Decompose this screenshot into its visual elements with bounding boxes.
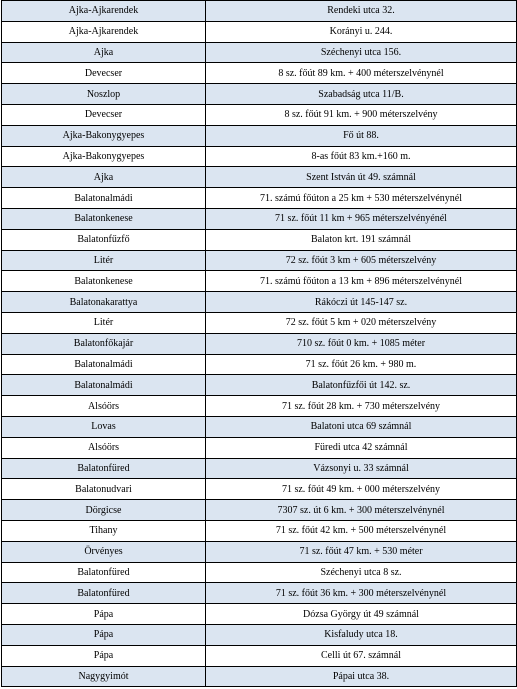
town-cell: Ajka-Ajkarendek bbox=[2, 1, 206, 22]
table-row bbox=[2, 375, 517, 396]
table-row bbox=[2, 333, 517, 354]
table-row bbox=[2, 146, 517, 167]
address-cell: Fő út 88. bbox=[206, 125, 517, 146]
town-cell: Balatonfüred bbox=[2, 583, 206, 604]
table-row bbox=[2, 271, 517, 292]
town-cell: Balatonakarattya bbox=[2, 292, 206, 313]
town-cell: Ajka-Bakonygyepes bbox=[2, 146, 206, 167]
address-cell: 72 sz. főút 3 km + 605 méterszelvény bbox=[206, 250, 517, 271]
address-cell: 71 sz. főút 26 km. + 980 m. bbox=[206, 354, 517, 375]
town-cell: Balatonalmádi bbox=[2, 375, 206, 396]
town-cell: Dörgicse bbox=[2, 500, 206, 521]
table-row bbox=[2, 416, 517, 437]
location-table bbox=[1, 0, 517, 687]
table-row bbox=[2, 396, 517, 417]
town-cell: Noszlop bbox=[2, 84, 206, 105]
town-cell: Alsóörs bbox=[2, 437, 206, 458]
table-row bbox=[2, 500, 517, 521]
table-row bbox=[2, 312, 517, 333]
table-row bbox=[2, 562, 517, 583]
address-cell: Rákóczi út 145-147 sz. bbox=[206, 292, 517, 313]
table-row bbox=[2, 666, 517, 687]
address-cell: 710 sz. főút 0 km. + 1085 méter bbox=[206, 333, 517, 354]
town-cell: Örvényes bbox=[2, 541, 206, 562]
town-cell: Balatonalmádi bbox=[2, 188, 206, 209]
table-row bbox=[2, 645, 517, 666]
address-cell: Széchenyi utca 8 sz. bbox=[206, 562, 517, 583]
address-cell: 71 sz. főút 49 km. + 000 méterszelvény bbox=[206, 479, 517, 500]
address-cell: Balatonfűzfői út 142. sz. bbox=[206, 375, 517, 396]
town-cell: Litér bbox=[2, 250, 206, 271]
address-cell: Dózsa György út 49 számnál bbox=[206, 604, 517, 625]
table-row bbox=[2, 479, 517, 500]
address-cell: Pápai utca 38. bbox=[206, 666, 517, 687]
town-cell: Nagygyimót bbox=[2, 666, 206, 687]
town-cell: Alsóörs bbox=[2, 396, 206, 417]
town-cell: Balatonfőkajár bbox=[2, 333, 206, 354]
address-cell: 71 sz. főút 11 km + 965 méterszelvényénél bbox=[206, 208, 517, 229]
address-cell: 71 sz. főút 42 km. + 500 méterszelvénynél bbox=[206, 520, 517, 541]
address-cell: 72 sz. főút 5 km + 020 méterszelvény bbox=[206, 312, 517, 333]
town-cell: Ajka-Ajkarendek bbox=[2, 21, 206, 42]
table-row bbox=[2, 42, 517, 63]
town-cell: Pápa bbox=[2, 604, 206, 625]
address-cell: Füredi utca 42 számnál bbox=[206, 437, 517, 458]
town-cell: Balatonkenese bbox=[2, 208, 206, 229]
table-row bbox=[2, 458, 517, 479]
address-cell: Kisfaludy utca 18. bbox=[206, 624, 517, 645]
address-cell: Szabadság utca 11/B. bbox=[206, 84, 517, 105]
address-cell: 71 sz. főút 28 km. + 730 méterszelvény bbox=[206, 396, 517, 417]
table-row bbox=[2, 250, 517, 271]
table-row bbox=[2, 208, 517, 229]
town-cell: Ajka bbox=[2, 42, 206, 63]
town-cell: Balatonfüred bbox=[2, 458, 206, 479]
address-cell: Celli út 67. számnál bbox=[206, 645, 517, 666]
table-body bbox=[2, 1, 517, 687]
town-cell: Balatonfüred bbox=[2, 562, 206, 583]
town-cell: Devecser bbox=[2, 63, 206, 84]
town-cell: Balatonalmádi bbox=[2, 354, 206, 375]
address-cell: 71 sz. főút 36 km. + 300 méterszelvénynél bbox=[206, 583, 517, 604]
table-row bbox=[2, 354, 517, 375]
town-cell: Ajka bbox=[2, 167, 206, 188]
table-row bbox=[2, 63, 517, 84]
town-cell: Ajka-Bakonygyepes bbox=[2, 125, 206, 146]
address-cell: 8 sz. főút 89 km. + 400 méterszelvénynél bbox=[206, 63, 517, 84]
table-row bbox=[2, 188, 517, 209]
table-row bbox=[2, 292, 517, 313]
table-row bbox=[2, 583, 517, 604]
address-cell: Szent István út 49. számnál bbox=[206, 167, 517, 188]
address-cell: 71. számú főúton a 13 km + 896 méterszelvénynél bbox=[206, 271, 517, 292]
address-cell: Korányi u. 244. bbox=[206, 21, 517, 42]
town-cell: Tihany bbox=[2, 520, 206, 541]
town-cell: Balatonfűzfő bbox=[2, 229, 206, 250]
address-cell: Balatoni utca 69 számnál bbox=[206, 416, 517, 437]
town-cell: Pápa bbox=[2, 645, 206, 666]
table-row bbox=[2, 1, 517, 22]
town-cell: Balatonudvari bbox=[2, 479, 206, 500]
address-cell: Vázsonyi u. 33 számnál bbox=[206, 458, 517, 479]
table-row bbox=[2, 21, 517, 42]
address-cell: 71 sz. főút 47 km. + 530 méter bbox=[206, 541, 517, 562]
town-cell: Balatonkenese bbox=[2, 271, 206, 292]
table-row bbox=[2, 437, 517, 458]
town-cell: Devecser bbox=[2, 104, 206, 125]
table-row bbox=[2, 624, 517, 645]
address-cell: Széchenyi utca 156. bbox=[206, 42, 517, 63]
table-row bbox=[2, 104, 517, 125]
table-row bbox=[2, 84, 517, 105]
table-row bbox=[2, 541, 517, 562]
address-cell: 7307 sz. út 6 km. + 300 méterszelvénynél bbox=[206, 500, 517, 521]
address-cell: 8-as főút 83 km.+160 m. bbox=[206, 146, 517, 167]
town-cell: Lovas bbox=[2, 416, 206, 437]
address-cell: 8 sz. főút 91 km. + 900 méterszelvény bbox=[206, 104, 517, 125]
table-row bbox=[2, 604, 517, 625]
address-cell: 71. számú főúton a 25 km + 530 méterszelvénynél bbox=[206, 188, 517, 209]
table-row bbox=[2, 125, 517, 146]
address-cell: Balaton krt. 191 számnál bbox=[206, 229, 517, 250]
table-row bbox=[2, 520, 517, 541]
town-cell: Litér bbox=[2, 312, 206, 333]
table-row bbox=[2, 167, 517, 188]
table-row bbox=[2, 229, 517, 250]
town-cell: Pápa bbox=[2, 624, 206, 645]
address-cell: Rendeki utca 32. bbox=[206, 1, 517, 22]
